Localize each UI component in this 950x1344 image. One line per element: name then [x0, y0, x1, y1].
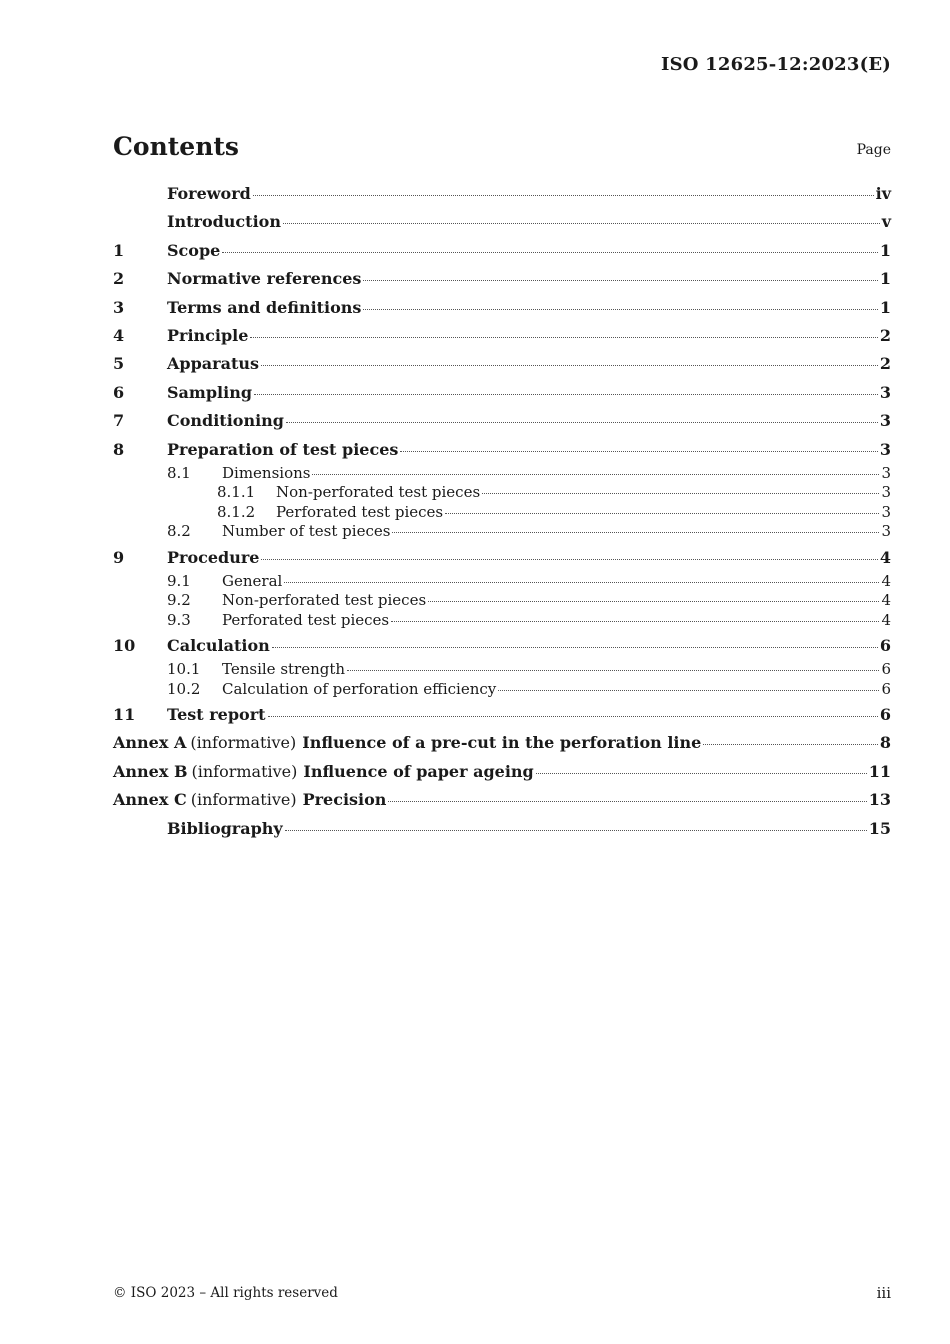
toc-entry[interactable]: [113, 269, 891, 295]
toc-dot-leader: [254, 394, 878, 395]
toc-entry-title: Preparation of test pieces: [167, 439, 399, 459]
toc-entry-number: 5: [113, 354, 125, 374]
toc-entry-title: Sampling: [167, 382, 253, 402]
page-column-label: Page: [856, 142, 891, 158]
toc-dot-leader: [286, 422, 878, 423]
toc-entry-page: 4: [879, 547, 891, 567]
toc-entry-number: 10.2: [167, 679, 201, 698]
toc-entry-page: 1: [879, 297, 891, 317]
toc-entry-number: 11: [113, 705, 136, 725]
toc-entry-page: 11: [868, 761, 891, 781]
toc-entry[interactable]: [113, 354, 891, 380]
toc-entry-title: Foreword: [167, 184, 251, 203]
toc-entry-page: 3: [881, 522, 891, 541]
toc-entry-title: Test report: [167, 705, 266, 725]
toc-entry-number: 4: [113, 325, 125, 345]
toc-entry-page: 8: [879, 733, 891, 753]
toc-entry-number: 9.2: [167, 591, 191, 610]
toc-entry[interactable]: [113, 705, 891, 731]
toc-dot-leader: [391, 621, 879, 622]
toc-dot-leader: [285, 830, 867, 831]
toc-entry-page: 3: [879, 411, 891, 431]
toc-entry-page: 3: [881, 483, 891, 502]
toc-dot-leader: [261, 365, 878, 366]
toc-entry-page: 1: [879, 240, 891, 260]
toc-entry[interactable]: [113, 762, 891, 788]
toc-entry-page: 2: [879, 325, 891, 345]
toc-entry-number: 2: [113, 269, 125, 289]
toc-dot-leader: [272, 647, 878, 648]
toc-entry-page: iv: [875, 184, 891, 203]
toc-entry[interactable]: [113, 548, 891, 572]
toc-entry-page: 3: [881, 463, 891, 482]
toc-dot-leader: [363, 280, 877, 281]
toc-entry-page: 3: [881, 502, 891, 521]
toc-entry-number: 1: [113, 240, 125, 260]
toc-dot-leader: [222, 252, 878, 253]
toc-entry-title: Apparatus: [167, 354, 259, 374]
toc-entry-title: Principle: [167, 325, 249, 345]
toc-dot-leader: [253, 195, 874, 196]
toc-entry-number: 8: [113, 439, 125, 459]
toc-entry-page: v: [881, 212, 891, 232]
toc-entry[interactable]: [113, 572, 891, 592]
toc-dot-leader: [284, 582, 879, 583]
toc-dot-leader: [428, 601, 879, 602]
toc-entry-title: Scope: [167, 240, 221, 260]
toc-entry[interactable]: [113, 212, 891, 238]
toc-entry-title: Influence of a pre-cut in the perforation line: [302, 733, 702, 753]
toc-dot-leader: [392, 532, 879, 533]
toc-entry-number: 8.1.1: [217, 483, 256, 502]
toc-entry[interactable]: [113, 326, 891, 352]
toc-entry[interactable]: [113, 411, 891, 437]
toc-entry[interactable]: [113, 440, 891, 464]
toc-dot-leader: [703, 744, 878, 745]
toc-entry-page: 3: [879, 382, 891, 402]
toc-annex-informative: (informative): [191, 761, 298, 781]
document-code: ISO 12625-12:2023(E): [660, 54, 891, 75]
toc-entry[interactable]: [113, 483, 891, 503]
toc-entry-number: 10: [113, 636, 136, 656]
footer-page-number: iii: [876, 1284, 891, 1302]
toc-entry[interactable]: [113, 733, 891, 759]
toc-entry-page: 3: [879, 439, 891, 459]
toc-dot-leader: [363, 309, 877, 310]
toc-entry-number: 10.1: [167, 660, 201, 679]
toc-entry[interactable]: [113, 680, 891, 700]
toc-entry-title: Precision: [302, 790, 387, 810]
toc-entry[interactable]: [113, 819, 891, 845]
toc-entry-title: Perforated test pieces: [276, 502, 444, 521]
toc-entry-number: 9: [113, 547, 125, 567]
toc-entry-title: Conditioning: [167, 411, 284, 431]
toc-entry-page: 4: [881, 610, 891, 629]
toc-entry-number: 9.3: [167, 610, 191, 629]
contents-title-row: [113, 132, 891, 166]
toc-entry-title: Calculation of perforation efficiency: [222, 679, 497, 698]
toc-entry-page: 6: [879, 705, 891, 725]
toc-entry-page: 6: [881, 660, 891, 679]
toc-entry-title: Procedure: [167, 547, 260, 567]
toc-entry-page: 4: [881, 591, 891, 610]
toc-entry-number: 8.1.2: [217, 502, 256, 521]
toc-annex-label: Annex B: [113, 761, 188, 781]
toc-entry-page: 4: [881, 571, 891, 590]
toc-entry-title: Perforated test pieces: [222, 610, 390, 629]
toc-dot-leader: [312, 474, 879, 475]
toc-entry-title: Terms and definitions: [167, 297, 362, 317]
toc-entry[interactable]: [113, 383, 891, 409]
toc-entry-title: Number of test pieces: [222, 522, 391, 541]
toc-annex-label: Annex A: [113, 733, 187, 753]
toc-entry-number: 7: [113, 411, 125, 431]
toc-dot-leader: [482, 493, 879, 494]
toc-entry[interactable]: [113, 184, 891, 210]
toc-dot-leader: [261, 559, 877, 560]
toc-entry-page: 13: [868, 790, 891, 810]
table-of-contents: [113, 184, 891, 847]
toc-dot-leader: [388, 801, 866, 802]
toc-entry-number: 8.2: [167, 522, 191, 541]
toc-entry-title: Normative references: [167, 269, 362, 289]
toc-dot-leader: [250, 337, 877, 338]
toc-dot-leader: [400, 451, 877, 452]
toc-entry[interactable]: [113, 298, 891, 324]
toc-entry[interactable]: [113, 241, 891, 267]
toc-entry[interactable]: [113, 611, 891, 631]
toc-entry-number: 8.1: [167, 463, 191, 482]
toc-entry-title: General: [222, 571, 283, 590]
toc-entry[interactable]: [113, 591, 891, 611]
toc-entry[interactable]: [113, 660, 891, 680]
toc-entry[interactable]: [113, 790, 891, 816]
toc-entry-number: 9.1: [167, 571, 191, 590]
toc-dot-leader: [268, 716, 878, 717]
toc-entry[interactable]: [113, 636, 891, 660]
toc-entry-title: Non-perforated test pieces: [222, 591, 427, 610]
toc-entry-title: Introduction: [167, 212, 281, 232]
toc-entry-page: 6: [879, 636, 891, 656]
toc-entry-title: Tensile strength: [222, 660, 346, 679]
toc-entry-page: 6: [881, 679, 891, 698]
toc-entry[interactable]: [113, 464, 891, 484]
toc-dot-leader: [498, 690, 879, 691]
toc-entry-title: Non-perforated test pieces: [276, 483, 481, 502]
toc-annex-label: Annex C: [113, 790, 187, 810]
toc-dot-leader: [536, 773, 867, 774]
toc-entry-page: 15: [868, 818, 891, 838]
footer-copyright: © ISO 2023 – All rights reserved: [113, 1285, 338, 1301]
toc-entry-title: Bibliography: [167, 818, 283, 838]
toc-entry-title: Influence of paper ageing: [303, 761, 534, 781]
toc-entry-page: 1: [879, 269, 891, 289]
toc-entry-number: 3: [113, 297, 125, 317]
toc-dot-leader: [347, 670, 879, 671]
toc-annex-informative: (informative): [190, 790, 297, 810]
toc-entry-title: Dimensions: [222, 463, 311, 482]
toc-entry-number: 6: [113, 382, 125, 402]
toc-entry[interactable]: [113, 503, 891, 523]
toc-entry[interactable]: [113, 522, 891, 542]
toc-annex-informative: (informative): [190, 733, 297, 753]
toc-dot-leader: [283, 223, 880, 224]
page-title: Contents: [113, 132, 240, 161]
toc-dot-leader: [445, 513, 879, 514]
toc-entry-title: Calculation: [167, 636, 270, 656]
toc-entry-page: 2: [879, 354, 891, 374]
